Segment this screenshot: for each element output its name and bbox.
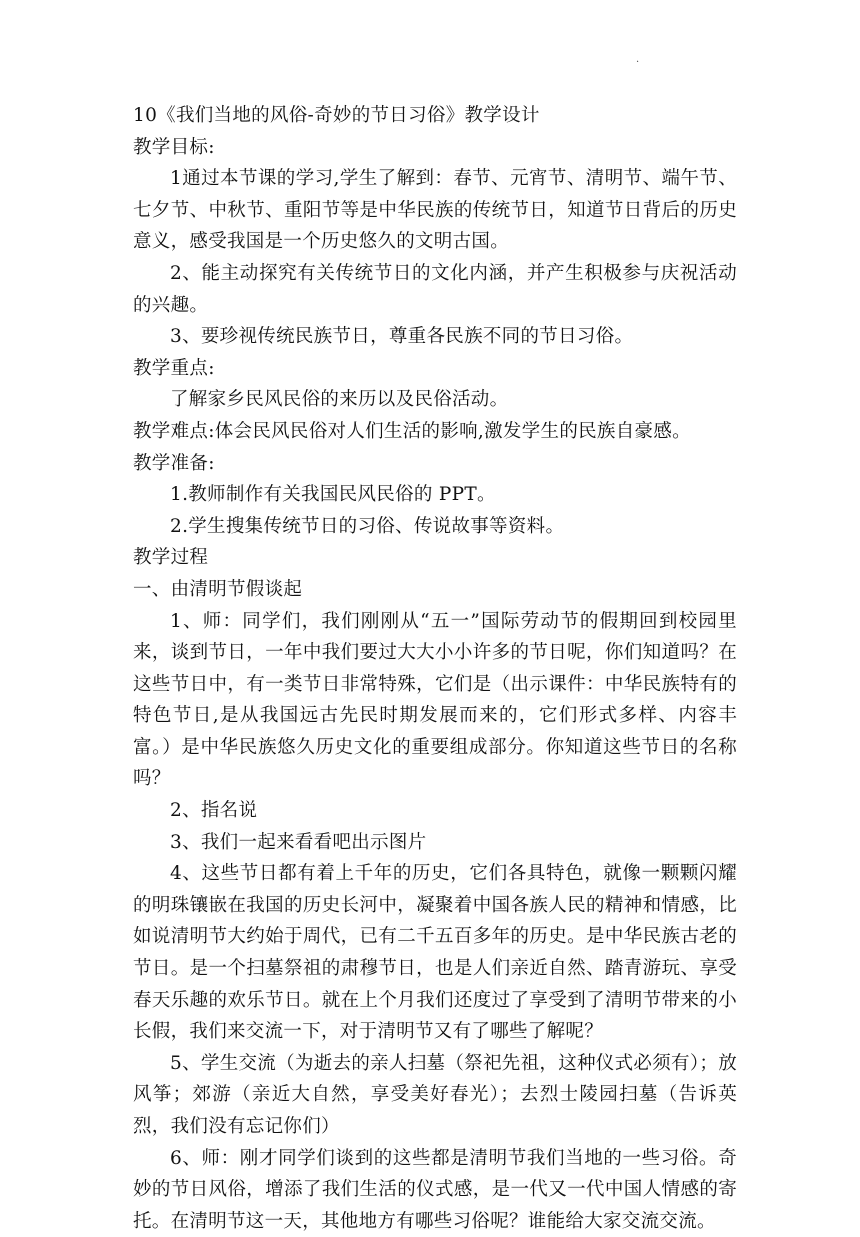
document-title: 10《我们当地的风俗-奇妙的节日习俗》教学设计 — [133, 105, 540, 126]
process-subheading: 一、由清明节假谈起 — [133, 578, 303, 600]
process-step-4: 4、这些节日都有着上千年的历史，它们各具特色，就像一颗颗闪耀的明珠镶嵌在我国的历史长河中，凝聚着中国各族人民的精神和情感，比如说清明节大约始于周代，已有二千五百多年的历史。是中华民族古老的节日。是一个扫墓祭祖的肃穆节日，也是人们亲近自然、踏青游玩、享受春天乐趣的欢乐节日。就在上个月我们还度过了享受到了清明节带来的小长假，我们来交流一下，对于清明节又有了哪些了解呢？ — [133, 863, 737, 1043]
process-step-1: 1、师：同学们，我们刚刚从“五一”国际劳动节的假期回到校园里来，谈到节日，一年中我们要过大大小小许多的节日呢，你们知道吗？在这些节日中，有一类节日非常特殊，它们是（出示课件：中华民族特有的特色节日,是从我国远古先民时期发展而来的，它们形式多样、内容丰富。）是中华民族悠久历史文化的重要组成部分。你知道这些节日的名称吗？ — [133, 610, 737, 790]
preparation-item-1: 1.教师制作有关我国民风民俗的 PPT。 — [170, 484, 496, 506]
objectives-heading: 教学目标: — [133, 136, 215, 158]
objective-item-2: 2、能主动探究有关传统节日的文化内涵，并产生积极参与庆祝活动的兴趣。 — [133, 262, 737, 316]
process-step-2: 2、指名说 — [170, 800, 258, 822]
objective-item-3: 3、要珍视传统民族节日，尊重各民族不同的节日习俗。 — [170, 326, 634, 348]
process-step-3: 3、我们一起来看看吧出示图片 — [170, 831, 427, 853]
process-step-6: 6、师：刚才同学们谈到的这些都是清明节我们当地的一些习俗。奇妙的节日风俗，增添了我们生活的仪式感，是一代又一代中国人情感的寄托。在清明节这一天，其他地方有哪些习俗呢？谁能给大家交流交流。 — [133, 1147, 737, 1232]
difficulty-line: 教学难点:体会民风民俗对人们生活的影响,激发学生的民族自豪感。 — [133, 420, 691, 442]
key-point-item-1: 了解家乡民风民俗的来历以及民俗活动。 — [170, 389, 509, 411]
key-points-heading: 教学重点: — [133, 357, 215, 379]
process-step-5: 5、学生交流（为逝去的亲人扫墓（祭祀先祖，这种仪式必须有）；放风筝；郊游（亲近大自然，享受美好春光）；去烈士陵园扫墓（告诉英烈，我们没有忘记你们） — [133, 1052, 737, 1137]
process-heading: 教学过程 — [133, 547, 209, 569]
preparation-heading: 教学准备: — [133, 452, 215, 474]
page-corner-mark: · — [636, 57, 640, 68]
document-body — [133, 100, 737, 1237]
objective-item-1: 1通过本节课的学习,学生了解到：春节、元宵节、清明节、端午节、七夕节、中秋节、重阳节等是中华民族的传统节日，知道节日背后的历史意义，感受我国是一个历史悠久的文明古国。 — [133, 168, 737, 253]
preparation-item-2: 2.学生搜集传统节日的习俗、传说故事等资料。 — [170, 515, 565, 537]
